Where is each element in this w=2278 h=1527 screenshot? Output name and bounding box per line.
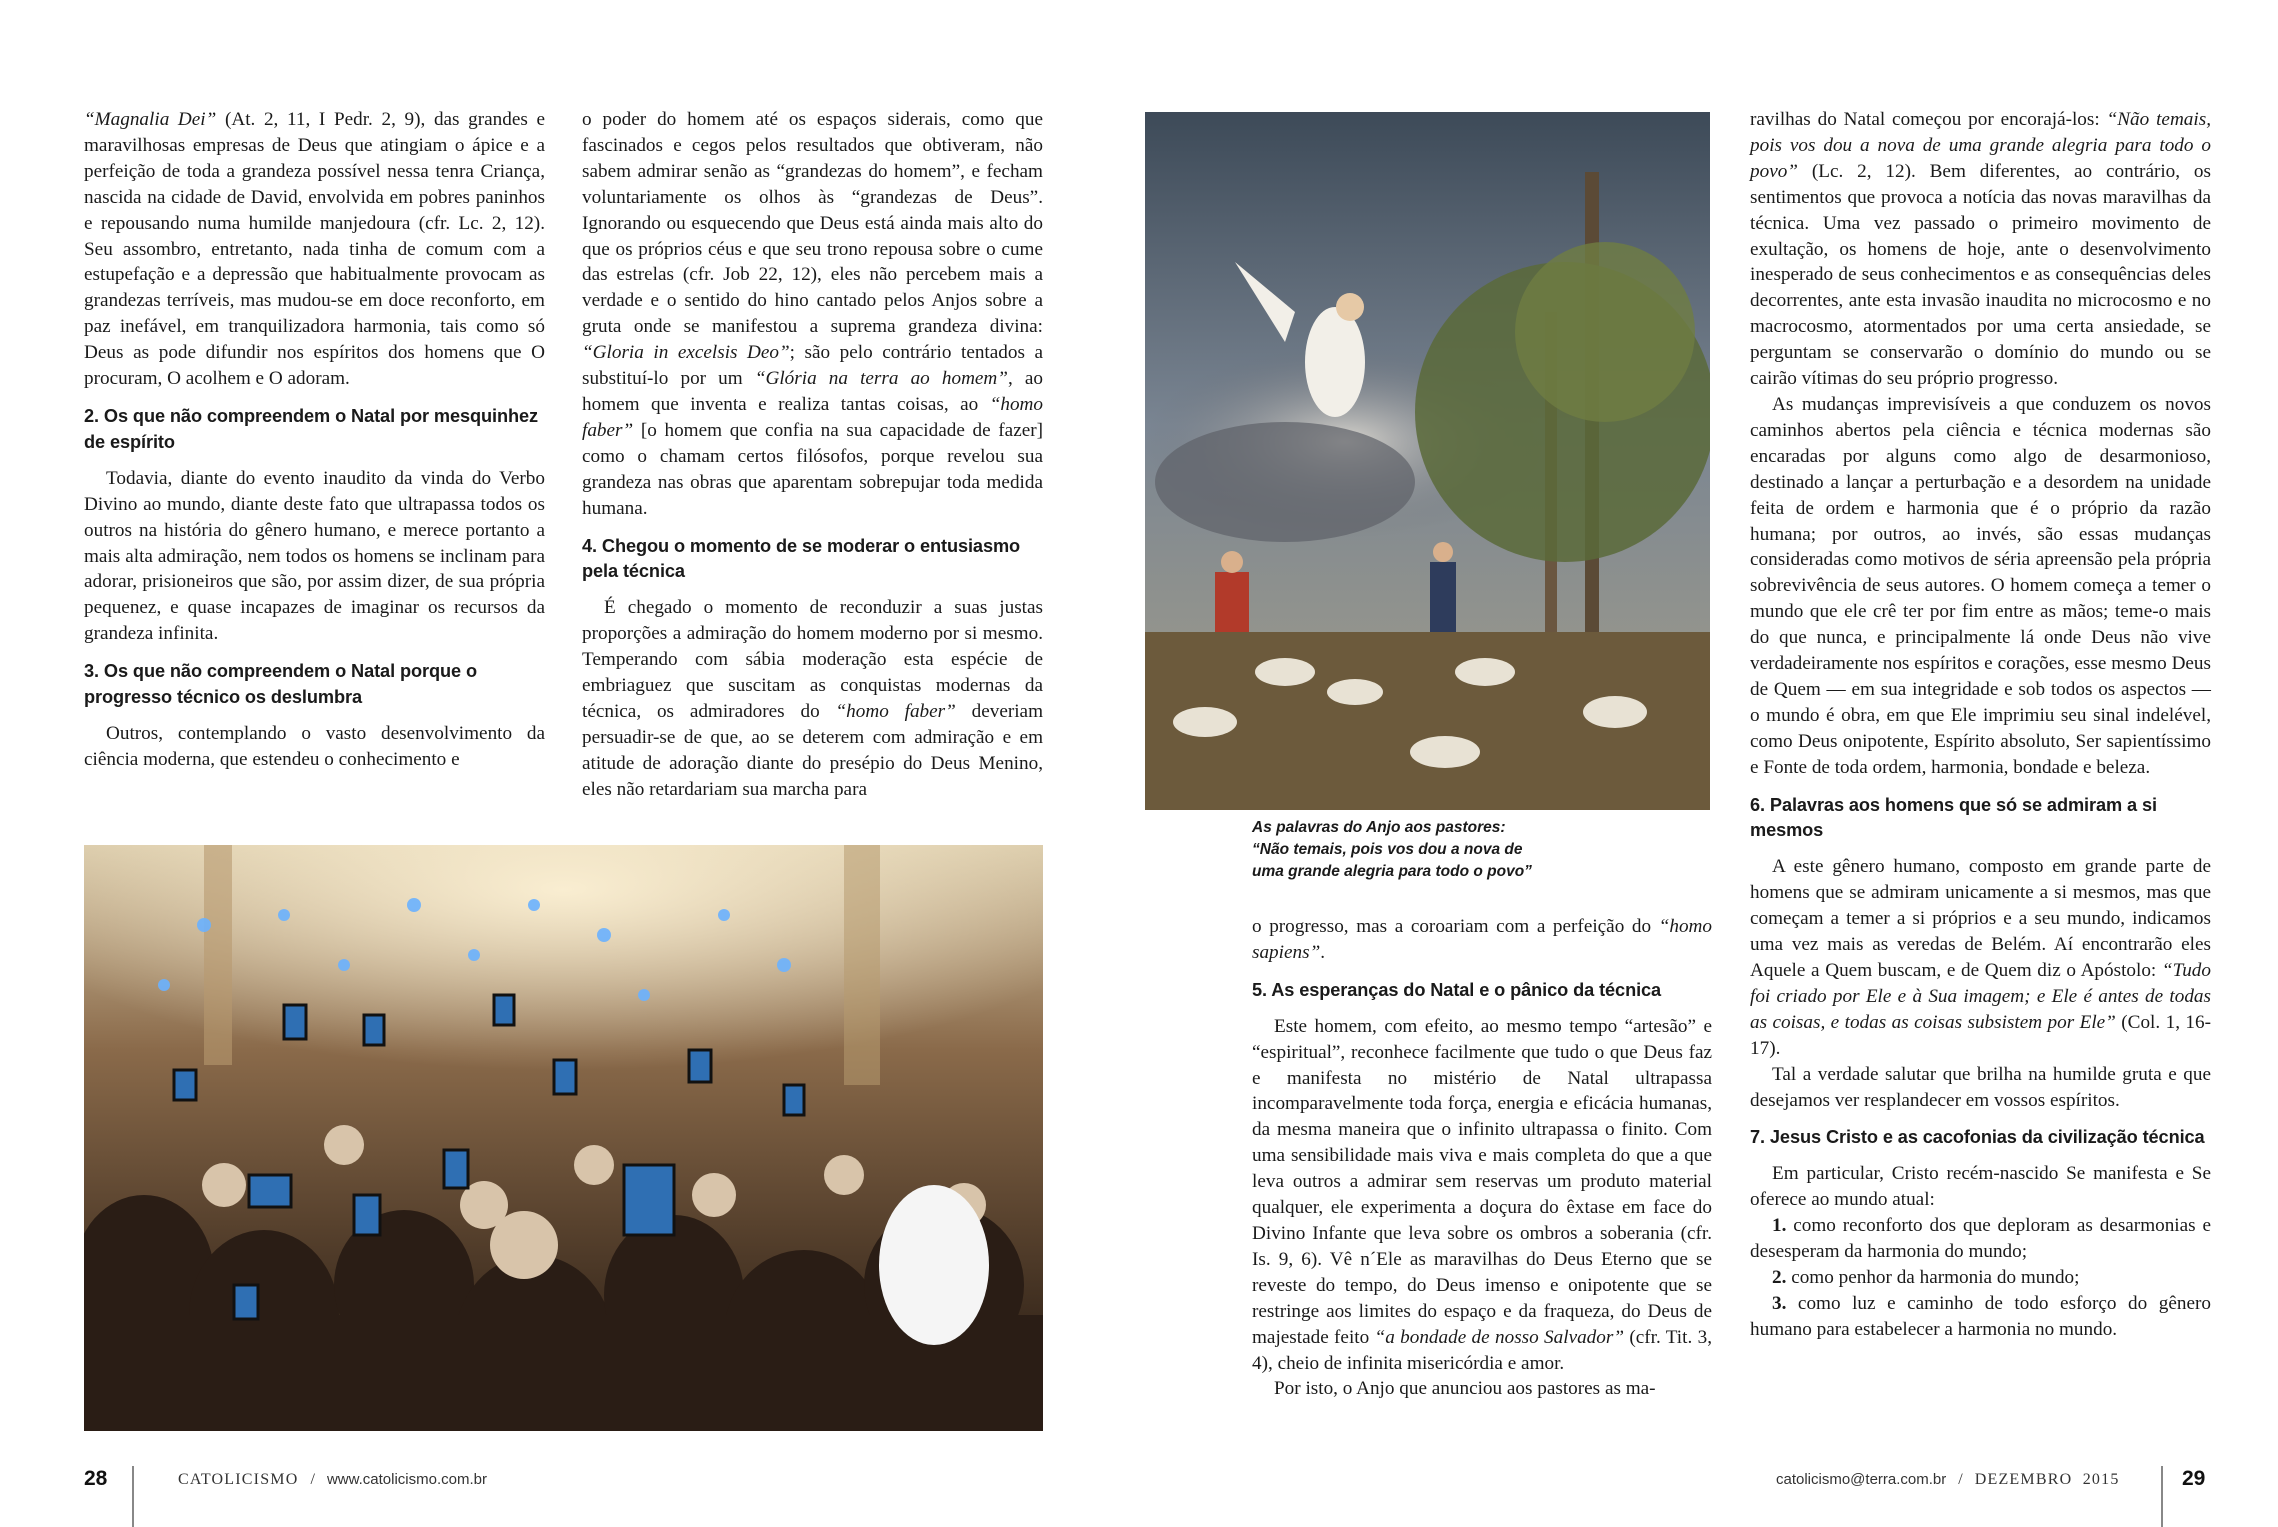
crowd-photo-illustration [84, 845, 1043, 1431]
paragraph: Em particular, Cristo recém-nascido Se manifesta e Se oferece ao mundo atual: [1750, 1163, 2211, 1211]
text: como luz e caminho de todo esforço do gênero humano para estabelecer a harmonia no mundo. [1750, 1292, 2211, 1340]
section-heading-2: 2. Os que não compreendem o Natal por mesquinhez de espírito [84, 405, 539, 452]
list-item [1750, 1265, 2211, 1291]
list-number: 2. [1772, 1266, 1787, 1288]
email-link[interactable]: catolicismo@terra.com.br [1776, 1471, 1947, 1488]
footer-left [84, 1467, 107, 1491]
caption-line: “Não temais, pois vos dou a nova de [1252, 841, 1523, 858]
text: o progresso, mas a coroariam com a perfeição do [1252, 916, 1659, 937]
paragraph [84, 107, 545, 392]
paragraph [1750, 107, 2211, 392]
text: deveriam persuadir-se de que, ao se deterem com admiração e em atitude de adoração diante do presépio do Deus Menino, eles não retardariam sua marcha para [582, 700, 1043, 800]
quote-nao-temais: “Não temais, pois vos dou a nova de uma grande alegria para todo o povo” [1750, 109, 2211, 182]
footer-left-info [178, 1471, 487, 1489]
text: (cfr. Tit. 3, 4), cheio de infinita misericórdia e amor. [1252, 1326, 1712, 1374]
quote-magnalia-dei: “Magnalia Dei” [84, 109, 217, 130]
paragraph [582, 107, 1043, 522]
paragraph [1252, 914, 1712, 966]
footer-divider-right [2161, 1466, 2163, 1527]
text: (Lc. 2, 12). Bem diferentes, ao contrário, os sentimentos que provoca a notícia das novas maravilhas da técnica. Uma vez passado o primeiro movimento de exultação, os homens de hoje, ante o desenvolvimento inesperado de seus conhecimentos e as consequências deles decorrentes, ante esta invasão inaudita no microcosmo e no macrocosmo, atormentados por uma certa ansiedade, se perguntam se conservarão o domínio do mundo ou se cairão vítimas do seu próprio progresso. [1750, 160, 2211, 390]
column-3 [1252, 914, 1712, 1402]
text: ravilhas do Natal começou por encorajá-los: [1750, 109, 2107, 130]
list-number: 1. [1772, 1215, 1787, 1237]
paragraph: Tal a verdade salutar que brilha na humilde gruta e que desejamos ver resplandecer em vossos espíritos. [1750, 1063, 2211, 1111]
caption-line: uma grande alegria para todo o povo” [1252, 863, 1532, 880]
text: A este gênero humano, composto em grande parte de homens que se admiram unicamente a si mesmos, mas que começam a temer a si próprios e a seu mundo, indicamos uma vez mais as veredas de Belém. Aí encontrarão eles Aquele a Quem buscam, e de Quem diz o Apóstolo: [1750, 856, 2211, 981]
list-item [1750, 1213, 2211, 1265]
text: o poder do homem até os espaços siderais, como que fascinados e cegos pelos resultados que obtiveram, não sabem admirar senão as “grandezas do homem”, e fecham voluntariamente os olhos às “grandezas de Deus”. Ignorando ou esquecendo que Deus está ainda mais alto do que os próprios céus e que seu trono repousa sobre o cume das estrelas (cfr. Job 22, 12), eles não percebem mais a verdade e o sentido do hino cantado pelos Anjos sobre a gruta onde se manifestou a suprema grandeza divina: [582, 109, 1043, 338]
text: (At. 2, 11, I Pedr. 2, 9), das grandes e maravilhosas empresas de Deus que atingiam o ápice e a perfeição de toda a grandeza possível nessa tenra Criança, nascida na cidade de David, envolvida em pobres paninhos e repousando numa humilde manjedoura (cfr. Lc. 2, 12). Seu assombro, entretanto, nada tinha de comum com a estupefação e a depressão que habitualmente provocam as grandezas terríveis, mas mudou-se em doce reconforto, em paz inefável, em tranquilizadora harmonia, tais como só Deus as pode difundir nos espíritos dos homens que O procuram, O acolhem e O adoram. [84, 109, 545, 390]
section-heading-3: 3. Os que não compreendem o Natal porque o progresso técnico os deslumbra [84, 661, 477, 708]
crowd-with-phones-photo [84, 845, 1043, 1431]
quote-homo-faber: “homo faber” [582, 393, 1043, 441]
issue-date: DEZEMBRO 2015 [1974, 1471, 2120, 1488]
text: Este homem, com efeito, ao mesmo tempo “artesão” e “espiritual”, reconhece facilmente que tudo o que Deus faz e manifesta no mistério de Natal ultrapassa incomparavelmente toda força, energia e eficácia humanas, da mesma maneira que o infinito ultrapassa o finito. Com uma sensibilidade mais viva e mais completa do que a que leva outros a admirar sem reservas um produto material qualquer, ele experimenta a doçura do êxtase em face do Divino Infante que leva sobre os ombros a soberania (cfr. Is. 9, 6). Vê n´Ele as maravilhas do Deus Eterno que se reveste do tempo, do Deus imenso e onipotente que se restringe aos limites do espaço e da fraqueza, do Deus de majestade feito [1252, 1015, 1712, 1348]
website-link[interactable]: www.catolicismo.com.br [326, 1471, 487, 1488]
paragraph: Todavia, diante do evento inaudito da vinda do Verbo Divino ao mundo, diante deste fato que ultrapassa todos os outros na história do gênero humano, e merece portanto a mais alta admiração, nem todos os homens se inclinam para adorar, prisioneiros que são, por assim dizer, de sua própria pequenez, e quase incapazes de imaginar os recursos da grandeza infinita. [84, 467, 545, 645]
separator: / [1958, 1471, 1963, 1488]
text: É chegado o momento de reconduzir a suas justas proporções a admiração do homem moderno por si mesmo. Temperando com sábia moderação esta espécie de embriaguez que suscitam as conquistas modernas da técnica, os admiradores do [582, 597, 1043, 722]
column-1 [84, 107, 545, 773]
magazine-name: CATOLICISMO [178, 1471, 299, 1488]
section-heading-7: 7. Jesus Cristo e as cacofonias da civilização técnica [1750, 1127, 2205, 1148]
quote-colossenses: “Tudo foi criado por Ele e à Sua imagem; e Ele é antes de todas as coisas, e todas as coisas subsistem por Ele” [1750, 960, 2211, 1033]
footer-divider-left [132, 1466, 134, 1527]
painting-illustration [1145, 112, 1710, 810]
quote-gloria: “Gloria in excelsis Deo” [582, 342, 790, 364]
caption-line: As palavras do Anjo aos pastores: [1252, 819, 1506, 836]
list-number: 3. [1772, 1292, 1787, 1314]
text: [o homem que confia na sua capacidade de fazer] como o chamam certos filósofos, porque revelou sua grandeza nas obras que aparentam sobrepujar toda medida humana. [582, 419, 1043, 519]
section-heading-6: 6. Palavras aos homens que só se admiram a si mesmos [1750, 794, 2157, 841]
column-2 [582, 107, 1043, 803]
quote-bondade: “a bondade de nosso Salvador” [1374, 1326, 1625, 1348]
text: como penhor da harmonia do mundo; [1786, 1266, 2080, 1288]
quote-homo-sapiens: “homo sapiens” [1252, 916, 1712, 963]
footer-right-info [1776, 1471, 2120, 1489]
paragraph [1252, 1014, 1712, 1377]
paragraph: Outros, contemplando o vasto desenvolvimento da ciência moderna, que estendeu o conhecimento e [84, 722, 545, 770]
paragraph: As mudanças imprevisíveis a que conduzem os novos caminhos abertos pela ciência e técnica modernas são encaradas por alguns como algo de desarmonioso, destinado a lançar a perturbação e a desordem na unidade feita de ordem e harmonia que é o próprio da razão humana; por outros, ao invés, são essas mudanças consideradas como motivos de séria apreensão pela própria sobrevivência de seus autores. O homem começa a temer o mundo que ele crê ter por fim entre as mãos; teme-o mais do que nunca, e principalmente lá onde Deus não vive verdadeiramente nos espíritos e corações, esse mesmo Deus de Quem — em sua integridade e sob todos os aspectos — o mundo é obra, em que Ele imprimiu seu sinal indelével, como Deus onipotente, Espírito absoluto, Ser sapientíssimo e Fonte de toda ordem, harmonia, bondade e beleza. [1750, 393, 2211, 778]
text: . [1320, 941, 1326, 963]
text: , ao homem que inventa e realiza tantas coisas, ao [582, 368, 1043, 415]
column-4 [1750, 107, 2211, 1343]
painting-caption [1252, 817, 1672, 883]
section-heading-4: 4. Chegou o momento de se moderar o entusiasmo pela técnica [582, 535, 1021, 582]
quote-homo-faber: “homo faber” [835, 700, 956, 722]
paragraph [1750, 854, 2211, 1061]
text: (Col. 1, 16-17). [1750, 1011, 2211, 1059]
footer-right [2182, 1467, 2205, 1491]
separator: / [310, 1471, 315, 1488]
angel-and-shepherds-painting [1145, 112, 1710, 810]
paragraph [582, 595, 1043, 802]
paragraph: Por isto, o Anjo que anunciou aos pastores as ma- [1274, 1378, 1656, 1400]
quote-gloria-terra: “Glória na terra ao homem” [754, 368, 1008, 390]
page-number-right: 29 [2182, 1467, 2206, 1490]
list-item [1750, 1291, 2211, 1343]
text: como reconforto dos que deploram as desarmonias e desesperam da harmonia do mundo; [1750, 1215, 2211, 1263]
text: ; são pelo contrário tentados a substituí-lo por um [582, 342, 1043, 390]
page-number-left: 28 [84, 1467, 108, 1490]
section-heading-5: 5. As esperanças do Natal e o pânico da técnica [1252, 979, 1662, 1000]
